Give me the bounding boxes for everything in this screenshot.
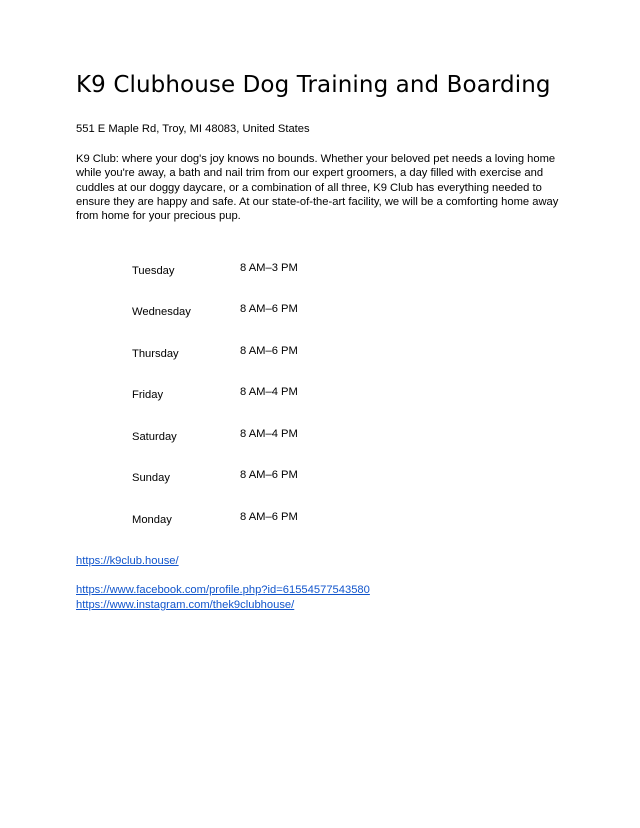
business-description: K9 Club: where your dog's joy knows no bounds. Whether your beloved pet needs a loving home while you're away, a bath and nail trim from our expert groomers, a day filled with exercise and cuddles at our doggy daycare, or a combination of all three, K9 Club has everything needed to ensure they are happy and safe. At our state-of-the-art facility, we will be a comforting home away from home for your precious pup. <box>76 153 559 223</box>
hours-row <box>132 386 392 406</box>
hours-day: Wednesday <box>132 306 191 318</box>
hours-time: 8 AM–4 PM <box>240 386 298 398</box>
instagram-link[interactable]: https://www.instagram.com/thek9clubhouse/ <box>76 599 295 611</box>
hours-time: 8 AM–6 PM <box>240 345 298 357</box>
website-link[interactable]: https://k9club.house/ <box>76 555 179 567</box>
hours-day: Thursday <box>132 348 179 360</box>
hours-row <box>132 303 392 323</box>
page-title: K9 Clubhouse Dog Training and Boarding <box>76 72 551 98</box>
hours-day: Friday <box>132 389 164 401</box>
hours-row <box>132 428 392 448</box>
hours-row <box>132 469 392 489</box>
hours-row <box>132 262 392 282</box>
hours-row <box>132 345 392 365</box>
hours-time: 8 AM–6 PM <box>240 303 298 315</box>
hours-time: 8 AM–6 PM <box>240 511 298 523</box>
business-address: 551 E Maple Rd, Troy, MI 48083, United States <box>76 123 310 135</box>
hours-time: 8 AM–6 PM <box>240 469 298 481</box>
hours-day: Tuesday <box>132 265 175 277</box>
hours-row <box>132 511 392 531</box>
hours-day: Monday <box>132 514 172 526</box>
hours-time: 8 AM–4 PM <box>240 428 298 440</box>
hours-day: Sunday <box>132 472 170 484</box>
facebook-link[interactable]: https://www.facebook.com/profile.php?id=61554577543580 <box>76 584 370 596</box>
hours-time: 8 AM–3 PM <box>240 262 298 274</box>
hours-day: Saturday <box>132 431 177 443</box>
